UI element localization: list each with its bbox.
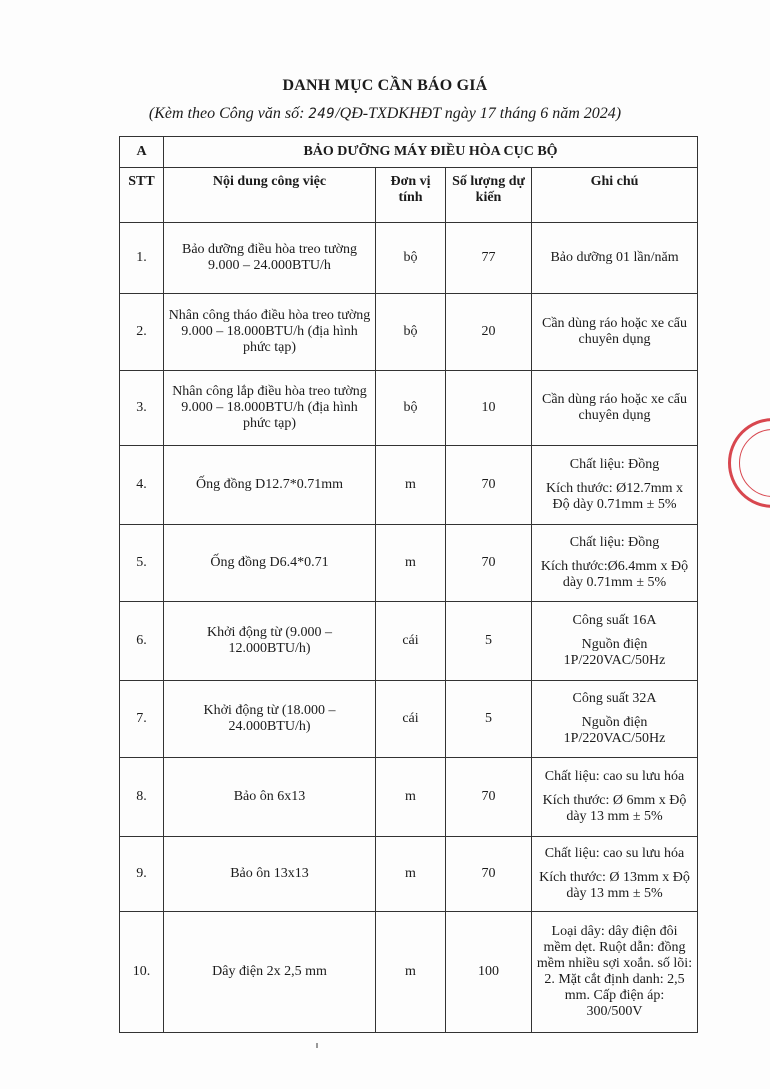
- cell-qty: 77: [446, 223, 532, 294]
- note-line: Kích thước:Ø6.4mm x Độ dày 0.71mm ± 5%: [540, 559, 689, 590]
- cell-qty: 10: [446, 371, 532, 446]
- note-line: Nguồn điện 1P/220VAC/50Hz: [563, 637, 666, 668]
- cell-stt: 7.: [120, 681, 164, 758]
- cell-qty: 70: [446, 525, 532, 602]
- cell-unit: m: [376, 446, 446, 525]
- note-line: Kích thước: Ø 6mm x Độ dày 13 mm ± 5%: [542, 793, 687, 824]
- cell-note: [532, 446, 698, 525]
- header-note: Ghi chú: [532, 168, 698, 223]
- cell-unit: cái: [376, 681, 446, 758]
- cell-qty: 70: [446, 446, 532, 525]
- table-row: [120, 525, 698, 602]
- cell-qty: 20: [446, 294, 532, 371]
- note-line: Chất liệu: cao su lưu hóa: [544, 769, 685, 784]
- subtitle-prefix: (Kèm theo Công văn số:: [148, 105, 309, 122]
- cell-stt: 3.: [120, 371, 164, 446]
- section-code: A: [120, 137, 164, 168]
- note-line: Cần dùng ráo hoặc xe cẩu chuyên dụng: [542, 392, 687, 423]
- cell-unit: bộ: [376, 371, 446, 446]
- note-line: Chất liệu: Đồng: [569, 535, 660, 550]
- cell-qty: 70: [446, 758, 532, 837]
- cell-content: Ống đồng D6.4*0.71: [164, 525, 376, 602]
- cell-unit: cái: [376, 602, 446, 681]
- header-stt: STT: [120, 168, 164, 223]
- cell-content: Nhân công tháo điều hòa treo tường 9.000 – 18.000BTU/h (địa hình phức tạp): [164, 294, 376, 371]
- table-row: [120, 223, 698, 294]
- table-row: [120, 681, 698, 758]
- note-gap: [536, 862, 693, 870]
- cell-unit: m: [376, 758, 446, 837]
- cell-unit: m: [376, 525, 446, 602]
- cell-unit: bộ: [376, 223, 446, 294]
- table-row: [120, 294, 698, 371]
- cell-note: [532, 758, 698, 837]
- cell-unit: m: [376, 912, 446, 1033]
- cell-content: Nhân công lắp điều hòa treo tường 9.000 – 18.000BTU/h (địa hình phức tạp): [164, 371, 376, 446]
- table-row: [120, 371, 698, 446]
- note-gap: [536, 629, 693, 637]
- cell-stt: 5.: [120, 525, 164, 602]
- page-mark: [316, 1043, 318, 1048]
- section-row: [120, 137, 698, 168]
- cell-note: [532, 294, 698, 371]
- cell-content: Ống đồng D12.7*0.71mm: [164, 446, 376, 525]
- note-gap: [536, 551, 693, 559]
- cell-qty: 5: [446, 602, 532, 681]
- cell-note: [532, 681, 698, 758]
- cell-stt: 4.: [120, 446, 164, 525]
- cell-note: [532, 371, 698, 446]
- cell-note: [532, 837, 698, 912]
- section-title: BẢO DƯỠNG MÁY ĐIỀU HÒA CỤC BỘ: [164, 137, 698, 168]
- cell-note: [532, 602, 698, 681]
- cell-content: Khởi động từ (18.000 – 24.000BTU/h): [164, 681, 376, 758]
- cell-stt: 8.: [120, 758, 164, 837]
- note-line: Cần dùng ráo hoặc xe cẩu chuyên dụng: [542, 316, 687, 347]
- note-line: Kích thước: Ø12.7mm x Độ dày 0.71mm ± 5%: [545, 481, 684, 512]
- table-row: [120, 912, 698, 1033]
- cell-unit: m: [376, 837, 446, 912]
- cell-qty: 70: [446, 837, 532, 912]
- header-row: [120, 168, 698, 223]
- note-line: Công suất 16A: [572, 613, 657, 628]
- header-unit: Đơn vị tính: [376, 168, 446, 223]
- note-gap: [536, 785, 693, 793]
- cell-content: Bảo ôn 13x13: [164, 837, 376, 912]
- table-row: [120, 446, 698, 525]
- cell-content: Dây điện 2x 2,5 mm: [164, 912, 376, 1033]
- handwritten-number: 249: [308, 106, 336, 122]
- subtitle-suffix: /QĐ-TXDKHĐT ngày 17 tháng 6 năm 2024): [335, 105, 622, 122]
- cell-content: Bảo dưỡng điều hòa treo tường 9.000 – 24.000BTU/h: [164, 223, 376, 294]
- cell-content: Bảo ôn 6x13: [164, 758, 376, 837]
- document-title: DANH MỤC CẦN BÁO GIÁ: [282, 77, 488, 94]
- note-line: Công suất 32A: [572, 691, 657, 706]
- cell-note: [532, 525, 698, 602]
- table-row: [120, 837, 698, 912]
- cell-unit: bộ: [376, 294, 446, 371]
- cell-qty: 100: [446, 912, 532, 1033]
- cell-note: [532, 223, 698, 294]
- cell-stt: 6.: [120, 602, 164, 681]
- table-row: [120, 758, 698, 837]
- note-line: Loại dây: dây điện đôi mềm dẹt. Ruột dẫn: đồng mềm nhiều sợi xoắn. số lõi: 2. Mặt cắt định danh: 2,5 mm. Cấp điện áp: 300/500V: [536, 924, 693, 1019]
- cell-note: [532, 912, 698, 1033]
- cell-content: Khởi động từ (9.000 – 12.000BTU/h): [164, 602, 376, 681]
- cell-stt: 2.: [120, 294, 164, 371]
- note-gap: [536, 473, 693, 481]
- cell-stt: 1.: [120, 223, 164, 294]
- quotation-table: [119, 136, 698, 1033]
- cell-stt: 10.: [120, 912, 164, 1033]
- red-seal-stamp: [728, 418, 770, 508]
- note-line: Nguồn điện 1P/220VAC/50Hz: [563, 715, 666, 746]
- header-content: Nội dung công việc: [164, 168, 376, 223]
- note-line: Bảo dưỡng 01 lần/năm: [550, 250, 679, 265]
- cell-qty: 5: [446, 681, 532, 758]
- note-line: Kích thước: Ø 13mm x Độ dày 13 mm ± 5%: [539, 870, 690, 901]
- note-line: Chất liệu: cao su lưu hóa: [544, 846, 685, 861]
- cell-stt: 9.: [120, 837, 164, 912]
- header-qty: Số lượng dự kiến: [446, 168, 532, 223]
- table-row: [120, 602, 698, 681]
- note-line: Chất liệu: Đồng: [569, 457, 660, 472]
- note-gap: [536, 707, 693, 715]
- document-subtitle: [0, 105, 770, 123]
